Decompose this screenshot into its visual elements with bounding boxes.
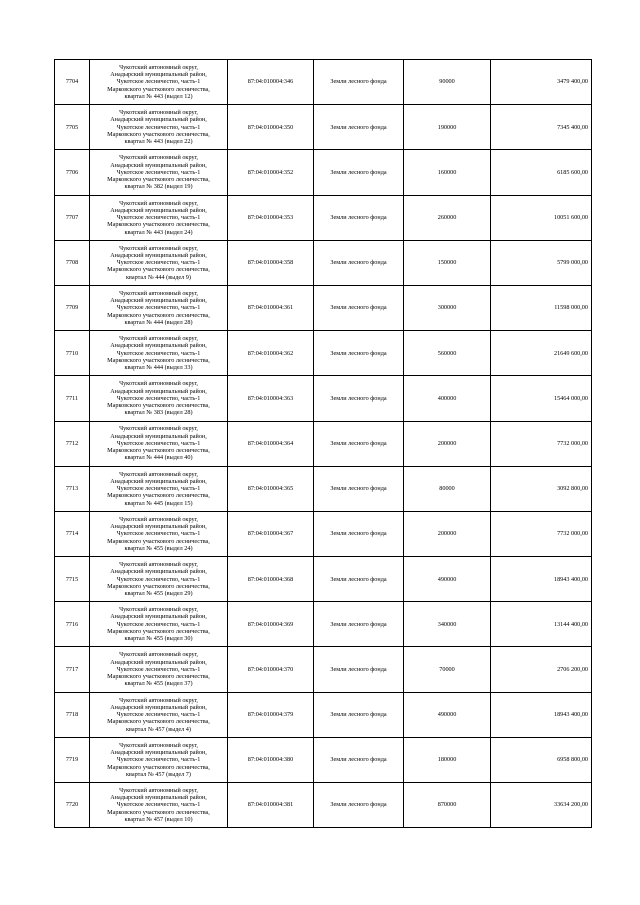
- area-value: 160000: [437, 168, 457, 176]
- area-cell: [404, 376, 491, 421]
- location-line: квартал № 455 (выдел 24): [124, 544, 193, 552]
- cadastral-number-cell: [228, 195, 314, 240]
- land-category-cell: [314, 511, 404, 556]
- cadastral-value: 18943 400,00: [553, 711, 588, 719]
- table-body: [55, 60, 592, 828]
- location-line: Чукотский автономный округ,: [119, 63, 198, 71]
- location-line: Марковского участкового лесничества,: [107, 356, 210, 364]
- table-row: [55, 737, 592, 782]
- row-number: 7711: [65, 394, 79, 402]
- area-cell: [404, 195, 491, 240]
- land-category-cell: [314, 240, 404, 285]
- area-cell: [404, 692, 491, 737]
- cadastral-value-cell: [491, 150, 592, 195]
- row-number: 7712: [65, 439, 79, 447]
- location-line: квартал № 457 (выдел 4): [126, 725, 191, 733]
- location-line: квартал № 443 (выдел 24): [124, 228, 193, 236]
- location-line: Чукотское лесничество, часть-1: [116, 485, 201, 493]
- land-category-cell: [314, 150, 404, 195]
- location-line: Чукотский автономный округ,: [119, 470, 198, 478]
- location-line: Марковского участкового лесничества,: [107, 673, 210, 681]
- location-line: квартал № 444 (выдел 28): [124, 318, 193, 326]
- row-number: 7713: [65, 485, 79, 493]
- cadastral-number: 87:04:010004:367: [247, 530, 294, 538]
- land-category-cell: [314, 737, 404, 782]
- area-value: 200000: [437, 439, 457, 447]
- location-line: Чукотский автономный округ,: [119, 515, 198, 523]
- location-line: Анадырский муниципальный район,: [110, 206, 207, 214]
- land-category-cell: [314, 376, 404, 421]
- area-cell: [404, 602, 491, 647]
- cadastral-number-cell: [228, 60, 314, 105]
- land-category-cell: [314, 466, 404, 511]
- location-cell: [90, 783, 228, 828]
- location-line: Анадырский муниципальный район,: [110, 161, 207, 169]
- land-category-cell: [314, 60, 404, 105]
- cadastral-value-cell: [491, 60, 592, 105]
- area-value: 180000: [437, 756, 457, 764]
- location-line: квартал № 445 (выдел 15): [124, 499, 193, 507]
- location-line: Чукотское лесничество, часть-1: [116, 78, 201, 86]
- location-line: квартал № 383 (выдел 28): [124, 409, 193, 417]
- location-cell: [90, 602, 228, 647]
- cadastral-number-cell: [228, 376, 314, 421]
- location-line: квартал № 382 (выдел 19): [124, 183, 193, 191]
- document-page: [54, 59, 588, 828]
- location-line: квартал № 443 (выдел 12): [124, 92, 193, 100]
- location-cell: [90, 60, 228, 105]
- location-line: квартал № 444 (выдел 40): [124, 454, 193, 462]
- cadastral-value-cell: [491, 783, 592, 828]
- cadastral-value: 7732 000,00: [557, 530, 588, 538]
- location-cell: [90, 285, 228, 330]
- location-cell: [90, 647, 228, 692]
- land-category-cell: [314, 105, 404, 150]
- location-line: Чукотский автономный округ,: [119, 109, 198, 117]
- row-number-cell: [55, 331, 90, 376]
- table-row: [55, 647, 592, 692]
- cadastral-number-cell: [228, 150, 314, 195]
- cadastral-value-cell: [491, 240, 592, 285]
- land-plots-table: [54, 59, 592, 828]
- location-cell: [90, 195, 228, 240]
- location-line: Чукотский автономный округ,: [119, 651, 198, 659]
- location-line: Чукотское лесничество, часть-1: [116, 123, 201, 131]
- area-cell: [404, 511, 491, 556]
- location-line: Чукотское лесничество, часть-1: [116, 575, 201, 583]
- location-line: Анадырский муниципальный район,: [110, 432, 207, 440]
- cadastral-value-cell: [491, 466, 592, 511]
- location-line: Анадырский муниципальный район,: [110, 568, 207, 576]
- row-number: 7720: [65, 801, 79, 809]
- table-row: [55, 466, 592, 511]
- row-number-cell: [55, 692, 90, 737]
- cadastral-number: 87:04:010004:380: [247, 756, 294, 764]
- cadastral-value-cell: [491, 421, 592, 466]
- table-row: [55, 692, 592, 737]
- row-number: 7719: [65, 756, 79, 764]
- location-line: Чукотское лесничество, часть-1: [116, 214, 201, 222]
- location-line: Чукотское лесничество, часть-1: [116, 349, 201, 357]
- location-line: Марковского участкового лесничества,: [107, 85, 210, 93]
- cadastral-value: 18943 400,00: [553, 575, 588, 583]
- cadastral-value-cell: [491, 602, 592, 647]
- land-category: Земли лесного фонда: [330, 349, 387, 357]
- cadastral-number: 87:04:010004:368: [247, 575, 294, 583]
- cadastral-value: 7345 400,00: [557, 123, 588, 131]
- location-line: Анадырский муниципальный район,: [110, 613, 207, 621]
- land-category-cell: [314, 195, 404, 240]
- location-line: Марковского участкового лесничества,: [107, 763, 210, 771]
- cadastral-number-cell: [228, 285, 314, 330]
- location-cell: [90, 737, 228, 782]
- land-category: Земли лесного фонда: [330, 439, 387, 447]
- location-line: квартал № 457 (выдел 7): [126, 770, 191, 778]
- cadastral-value: 15464 000,00: [553, 394, 588, 402]
- area-value: 260000: [437, 214, 457, 222]
- cadastral-number: 87:04:010004:363: [247, 394, 294, 402]
- row-number-cell: [55, 511, 90, 556]
- land-category-cell: [314, 602, 404, 647]
- area-cell: [404, 737, 491, 782]
- location-line: Марковского участкового лесничества,: [107, 130, 210, 138]
- cadastral-value: 3092 800,00: [557, 485, 588, 493]
- cadastral-number: 87:04:010004:350: [247, 123, 294, 131]
- cadastral-number-cell: [228, 240, 314, 285]
- location-line: Чукотское лесничество, часть-1: [116, 620, 201, 628]
- area-value: 90000: [439, 78, 455, 86]
- land-category: Земли лесного фонда: [330, 394, 387, 402]
- location-line: Анадырский муниципальный район,: [110, 342, 207, 350]
- table-row: [55, 511, 592, 556]
- location-line: Марковского участкового лесничества,: [107, 492, 210, 500]
- location-line: Анадырский муниципальный район,: [110, 71, 207, 79]
- location-cell: [90, 466, 228, 511]
- cadastral-value: 5799 000,00: [557, 259, 588, 267]
- area-value: 70000: [439, 665, 455, 673]
- location-line: Чукотское лесничество, часть-1: [116, 259, 201, 267]
- cadastral-number-cell: [228, 466, 314, 511]
- table-row: [55, 285, 592, 330]
- cadastral-number: 87:04:010004:370: [247, 665, 294, 673]
- land-category: Земли лесного фонда: [330, 801, 387, 809]
- area-value: 400000: [437, 394, 457, 402]
- area-value: 490000: [437, 575, 457, 583]
- cadastral-value-cell: [491, 511, 592, 556]
- land-category: Земли лесного фонда: [330, 485, 387, 493]
- land-category-cell: [314, 285, 404, 330]
- row-number-cell: [55, 466, 90, 511]
- location-line: Чукотское лесничество, часть-1: [116, 439, 201, 447]
- land-category: Земли лесного фонда: [330, 123, 387, 131]
- row-number: 7704: [65, 78, 79, 86]
- cadastral-number: 87:04:010004:381: [247, 801, 294, 809]
- land-category: Земли лесного фонда: [330, 665, 387, 673]
- row-number: 7718: [65, 711, 79, 719]
- area-value: 300000: [437, 304, 457, 312]
- row-number-cell: [55, 60, 90, 105]
- table-row: [55, 783, 592, 828]
- cadastral-value: 13144 400,00: [553, 620, 588, 628]
- location-line: Анадырский муниципальный район,: [110, 794, 207, 802]
- row-number-cell: [55, 421, 90, 466]
- row-number-cell: [55, 602, 90, 647]
- table-row: [55, 602, 592, 647]
- row-number-cell: [55, 376, 90, 421]
- land-category-cell: [314, 421, 404, 466]
- cadastral-number: 87:04:010004:369: [247, 620, 294, 628]
- location-line: Чукотский автономный округ,: [119, 606, 198, 614]
- land-category-cell: [314, 557, 404, 602]
- table-row: [55, 376, 592, 421]
- cadastral-value: 3479 400,00: [557, 78, 588, 86]
- area-cell: [404, 60, 491, 105]
- location-line: Анадырский муниципальный район,: [110, 658, 207, 666]
- location-line: Марковского участкового лесничества,: [107, 627, 210, 635]
- land-category-cell: [314, 331, 404, 376]
- cadastral-value: 33634 200,00: [553, 801, 588, 809]
- area-cell: [404, 783, 491, 828]
- land-category-cell: [314, 783, 404, 828]
- cadastral-number-cell: [228, 105, 314, 150]
- cadastral-value-cell: [491, 737, 592, 782]
- row-number: 7710: [65, 349, 79, 357]
- row-number-cell: [55, 285, 90, 330]
- location-line: Чукотский автономный округ,: [119, 154, 198, 162]
- cadastral-value-cell: [491, 376, 592, 421]
- land-category: Земли лесного фонда: [330, 756, 387, 764]
- location-line: Марковского участкового лесничества,: [107, 537, 210, 545]
- location-cell: [90, 376, 228, 421]
- area-cell: [404, 647, 491, 692]
- row-number-cell: [55, 150, 90, 195]
- location-line: Марковского участкового лесничества,: [107, 176, 210, 184]
- table-row: [55, 60, 592, 105]
- location-line: Анадырский муниципальный район,: [110, 523, 207, 531]
- row-number-cell: [55, 557, 90, 602]
- location-line: Марковского участкового лесничества,: [107, 582, 210, 590]
- area-value: 200000: [437, 530, 457, 538]
- location-line: Анадырский муниципальный район,: [110, 749, 207, 757]
- location-line: Анадырский муниципальный район,: [110, 116, 207, 124]
- cadastral-value: 11598 000,00: [554, 304, 588, 312]
- cadastral-number: 87:04:010004:379: [247, 711, 294, 719]
- table-row: [55, 421, 592, 466]
- cadastral-number-cell: [228, 647, 314, 692]
- location-line: Чукотское лесничество, часть-1: [116, 168, 201, 176]
- location-cell: [90, 511, 228, 556]
- area-cell: [404, 240, 491, 285]
- location-line: Чукотский автономный округ,: [119, 244, 198, 252]
- area-value: 190000: [437, 123, 457, 131]
- location-line: Марковского участкового лесничества,: [107, 447, 210, 455]
- location-line: Марковского участкового лесничества,: [107, 311, 210, 319]
- land-category: Земли лесного фонда: [330, 78, 387, 86]
- row-number-cell: [55, 783, 90, 828]
- location-line: Марковского участкового лесничества,: [107, 402, 210, 410]
- location-line: Чукотский автономный округ,: [119, 696, 198, 704]
- cadastral-value-cell: [491, 647, 592, 692]
- cadastral-value-cell: [491, 331, 592, 376]
- area-cell: [404, 557, 491, 602]
- location-cell: [90, 150, 228, 195]
- row-number: 7716: [65, 620, 79, 628]
- location-line: Чукотское лесничество, часть-1: [116, 304, 201, 312]
- area-cell: [404, 331, 491, 376]
- table-row: [55, 195, 592, 240]
- location-cell: [90, 421, 228, 466]
- location-cell: [90, 105, 228, 150]
- land-category-cell: [314, 647, 404, 692]
- cadastral-number: 87:04:010004:362: [247, 349, 294, 357]
- row-number: 7715: [65, 575, 79, 583]
- cadastral-value: 6958 800,00: [557, 756, 588, 764]
- cadastral-number-cell: [228, 602, 314, 647]
- location-line: квартал № 457 (выдел 10): [124, 815, 193, 823]
- area-value: 560000: [437, 349, 457, 357]
- location-line: Чукотский автономный округ,: [119, 425, 198, 433]
- location-cell: [90, 331, 228, 376]
- area-cell: [404, 105, 491, 150]
- table-row: [55, 331, 592, 376]
- location-line: Анадырский муниципальный район,: [110, 387, 207, 395]
- row-number: 7708: [65, 259, 79, 267]
- location-line: Чукотский автономный округ,: [119, 289, 198, 297]
- table-row: [55, 150, 592, 195]
- cadastral-number-cell: [228, 557, 314, 602]
- area-value: 150000: [437, 259, 457, 267]
- row-number-cell: [55, 105, 90, 150]
- cadastral-number: 87:04:010004:364: [247, 439, 294, 447]
- location-line: Чукотский автономный округ,: [119, 741, 198, 749]
- cadastral-number: 87:04:010004:352: [247, 168, 294, 176]
- area-value: 490000: [437, 711, 457, 719]
- land-category: Земли лесного фонда: [330, 168, 387, 176]
- location-line: Марковского участкового лесничества,: [107, 266, 210, 274]
- table-row: [55, 557, 592, 602]
- area-cell: [404, 421, 491, 466]
- location-line: квартал № 443 (выдел 22): [124, 138, 193, 146]
- location-line: Чукотское лесничество, часть-1: [116, 394, 201, 402]
- area-cell: [404, 150, 491, 195]
- cadastral-value: 7732 000,00: [557, 439, 588, 447]
- row-number-cell: [55, 647, 90, 692]
- area-value: 340000: [437, 620, 457, 628]
- location-line: Чукотский автономный округ,: [119, 561, 198, 569]
- location-line: Чукотское лесничество, часть-1: [116, 711, 201, 719]
- location-line: квартал № 455 (выдел 30): [124, 635, 193, 643]
- row-number-cell: [55, 195, 90, 240]
- row-number: 7709: [65, 304, 79, 312]
- location-line: Анадырский муниципальный район,: [110, 251, 207, 259]
- land-category: Земли лесного фонда: [330, 214, 387, 222]
- location-cell: [90, 692, 228, 737]
- location-line: Чукотское лесничество, часть-1: [116, 756, 201, 764]
- location-line: Анадырский муниципальный район,: [110, 703, 207, 711]
- row-number-cell: [55, 737, 90, 782]
- cadastral-value: 6185 600,00: [557, 168, 588, 176]
- location-cell: [90, 557, 228, 602]
- location-line: Чукотский автономный округ,: [119, 786, 198, 794]
- land-category: Земли лесного фонда: [330, 304, 387, 312]
- land-category: Земли лесного фонда: [330, 711, 387, 719]
- cadastral-number: 87:04:010004:353: [247, 214, 294, 222]
- cadastral-value-cell: [491, 285, 592, 330]
- land-category: Земли лесного фонда: [330, 530, 387, 538]
- row-number: 7714: [65, 530, 79, 538]
- location-line: Чукотское лесничество, часть-1: [116, 801, 201, 809]
- location-line: квартал № 444 (выдел 33): [124, 364, 193, 372]
- location-line: квартал № 455 (выдел 29): [124, 590, 193, 598]
- location-line: Марковского участкового лесничества,: [107, 718, 210, 726]
- cadastral-number-cell: [228, 737, 314, 782]
- cadastral-number-cell: [228, 421, 314, 466]
- row-number-cell: [55, 240, 90, 285]
- location-line: квартал № 444 (выдел 9): [126, 273, 191, 281]
- row-number: 7706: [65, 168, 79, 176]
- area-value: 80000: [439, 485, 455, 493]
- cadastral-number-cell: [228, 511, 314, 556]
- cadastral-value: 2706 200,00: [557, 665, 588, 673]
- location-line: Чукотский автономный округ,: [119, 199, 198, 207]
- location-line: Марковского участкового лесничества,: [107, 221, 210, 229]
- land-category: Земли лесного фонда: [330, 620, 387, 628]
- location-line: Чукотское лесничество, часть-1: [116, 530, 201, 538]
- row-number: 7707: [65, 214, 79, 222]
- land-category-cell: [314, 692, 404, 737]
- cadastral-value-cell: [491, 105, 592, 150]
- location-line: Чукотский автономный округ,: [119, 335, 198, 343]
- location-line: Марковского участкового лесничества,: [107, 808, 210, 816]
- cadastral-number-cell: [228, 692, 314, 737]
- table-row: [55, 240, 592, 285]
- area-value: 870000: [437, 801, 457, 809]
- cadastral-number: 87:04:010004:358: [247, 259, 294, 267]
- area-cell: [404, 466, 491, 511]
- cadastral-value-cell: [491, 692, 592, 737]
- location-cell: [90, 240, 228, 285]
- location-line: Чукотское лесничество, часть-1: [116, 665, 201, 673]
- table-row: [55, 105, 592, 150]
- cadastral-number: 87:04:010004:365: [247, 485, 294, 493]
- location-line: квартал № 455 (выдел 37): [124, 680, 193, 688]
- land-category: Земли лесного фонда: [330, 259, 387, 267]
- area-cell: [404, 285, 491, 330]
- cadastral-value: 21649 600,00: [553, 349, 588, 357]
- cadastral-value-cell: [491, 557, 592, 602]
- row-number: 7717: [65, 665, 79, 673]
- location-line: Анадырский муниципальный район,: [110, 297, 207, 305]
- cadastral-number: 87:04:010004:361: [247, 304, 294, 312]
- cadastral-number-cell: [228, 783, 314, 828]
- location-line: Анадырский муниципальный район,: [110, 477, 207, 485]
- cadastral-number: 87:04:010004:346: [247, 78, 294, 86]
- cadastral-number-cell: [228, 331, 314, 376]
- row-number: 7705: [65, 123, 79, 131]
- land-category: Земли лесного фонда: [330, 575, 387, 583]
- cadastral-value-cell: [491, 195, 592, 240]
- cadastral-value: 10051 600,00: [553, 214, 588, 222]
- location-line: Чукотский автономный округ,: [119, 380, 198, 388]
